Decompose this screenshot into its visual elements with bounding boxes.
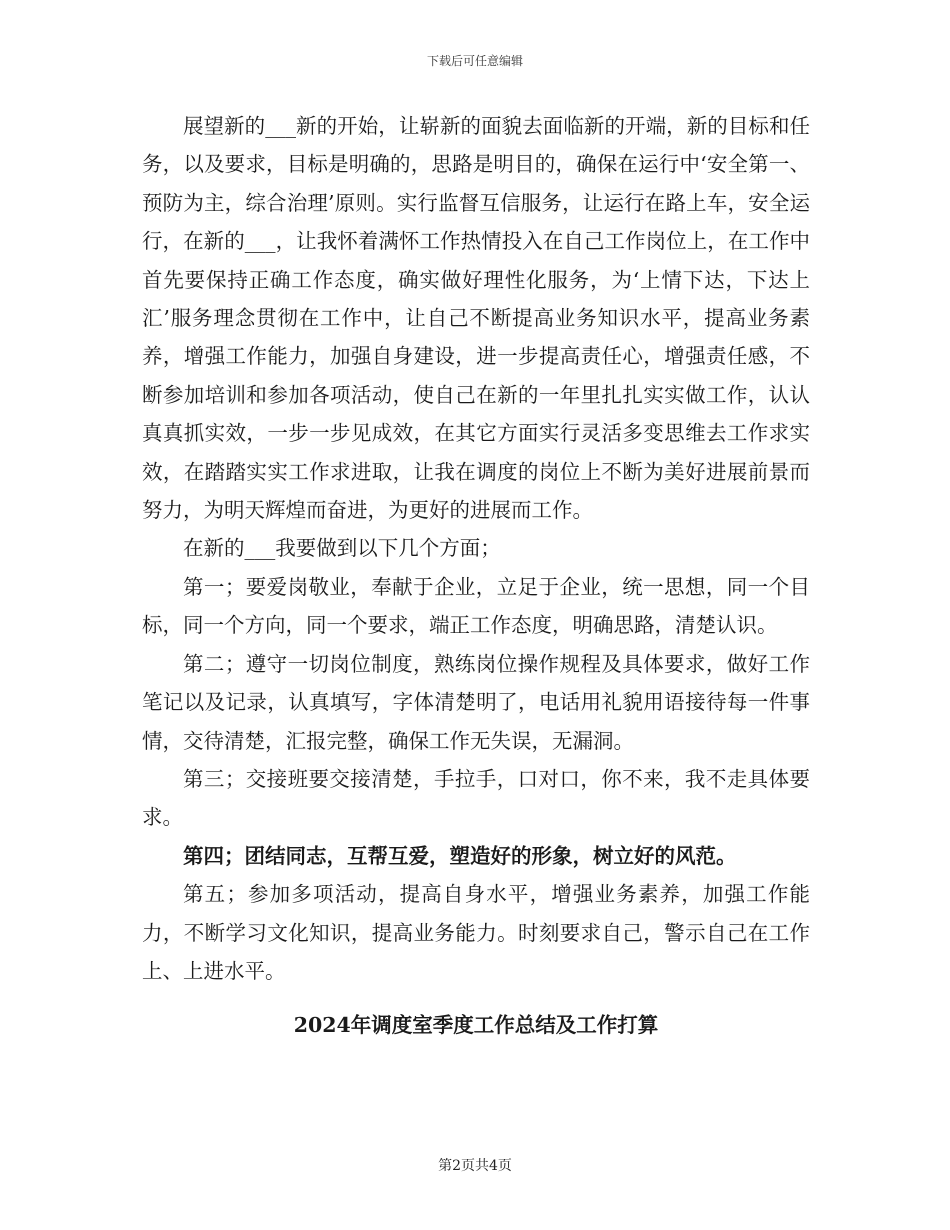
page-footer: 第2页共4页 bbox=[438, 1158, 512, 1174]
paragraph-point-5: 第五；参加多项活动，提高自身水平，增强业务素养，加强工作能力，不断学习文化知识，提高业务能力。时刻要求自己，警示自己在工作上、上进水平。 bbox=[142, 882, 810, 983]
page-header: 下载后可任意编辑 bbox=[426, 54, 523, 68]
paragraph-intro-list: 在新的___我要做到以下几个方面； bbox=[183, 536, 501, 561]
section-title: 2024年调度室季度工作总结及工作打算 bbox=[293, 1013, 659, 1038]
paragraph-outlook: 展望新的___新的开始，让崭新的面貌去面临新的开端，新的目标和任务，以及要求，目标是明确的，思路是明目的，确保在运行中‘安全第一、预防为主，综合治理’原则。实行监督互信服务，让运行在路上车，安全运行，在新的___，让我怀着满怀工作热情投入在自己工作岗位上，在工作中首先要保持正确工作态度，确实做好理性化服务，为‘上情下达，下达上汇’服务理念贯彻在工作中，让自己不断提高业务知识水平，提高业务素养，增强工作能力，加强自身建设，进一步提高责任心，增强责任感，不断参加培训和参加各项活动，使自己在新的一年里扎扎实实做工作，认认真真抓实效，一步一步见成效，在其它方面实行灵活多变思维去工作求实效，在踏踏实实工作求进取，让我在调度的岗位上不断为美好进展前景而努力，为明天辉煌而奋进，为更好的进展而工作。 bbox=[142, 114, 810, 523]
paragraph-point-4: 第四；团结同志，互帮互爱，塑造好的形象，树立好的风范。 bbox=[183, 843, 737, 868]
paragraph-point-2: 第二；遵守一切岗位制度，熟练岗位操作规程及具体要求，做好工作笔记以及记录，认真填写，字体清楚明了，电话用礼貌用语接待每一件事情，交待清楚，汇报完整，确保工作无失误，无漏洞。 bbox=[142, 651, 810, 753]
paragraph-point-3: 第三；交接班要交接清楚，手拉手，口对口，你不来，我不走具体要求。 bbox=[142, 766, 810, 830]
document-body bbox=[142, 107, 810, 1045]
paragraph-point-1: 第一；要爱岗敬业，奉献于企业，立足于企业，统一思想，同一个目标，同一个方向，同一个要求，端正工作态度，明确思路，清楚认识。 bbox=[142, 574, 810, 638]
